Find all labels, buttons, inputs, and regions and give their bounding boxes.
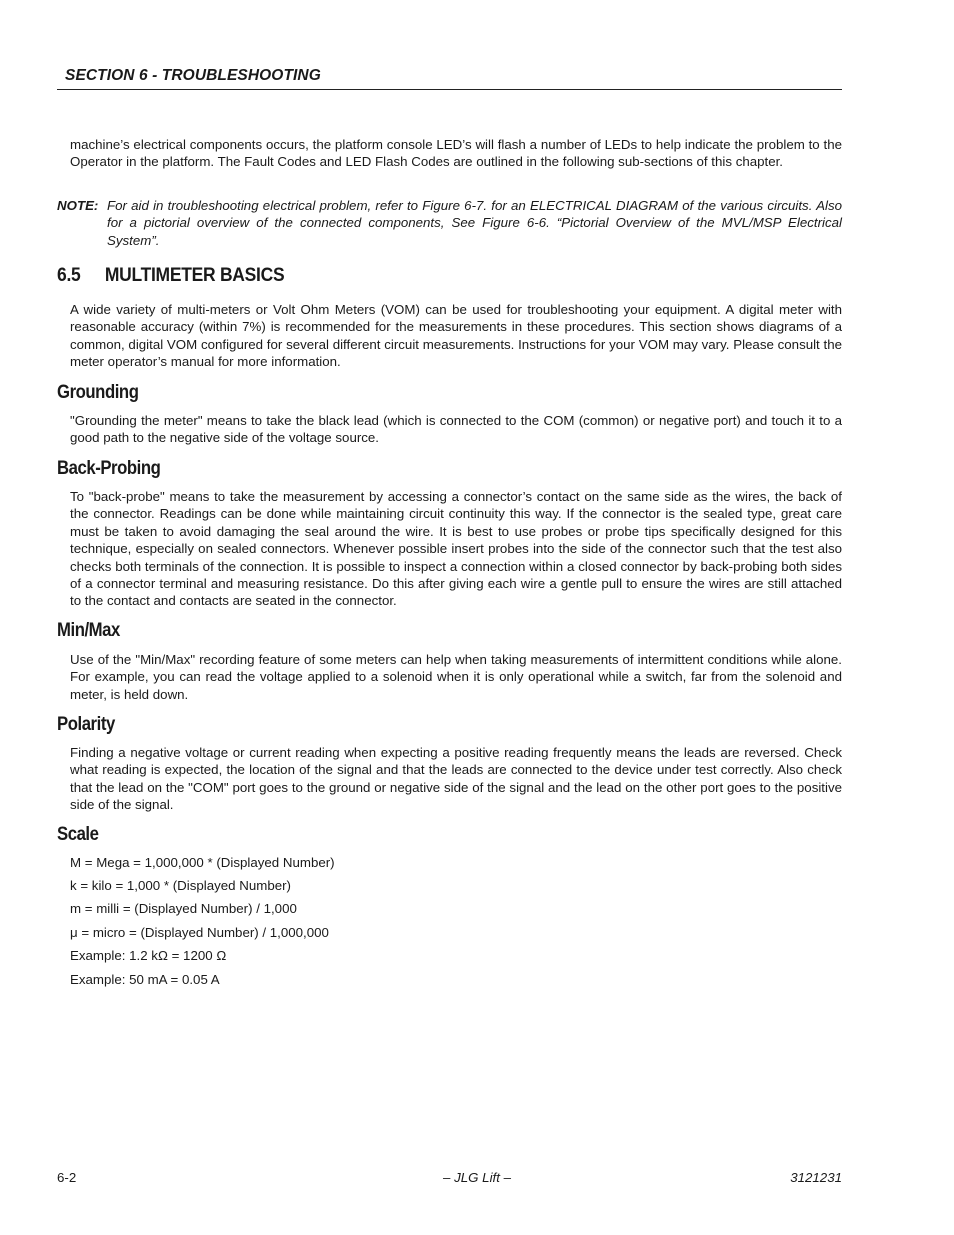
backprobing-block: [70, 488, 842, 610]
intro-block: [70, 136, 842, 171]
minmax-paragraph: Use of the "Min/Max" recording feature of some meters can help when taking measurements of intermittent conditions while alone. For example, you can read the voltage applied to a solenoid when it is only operational while a switch, far from the solenoid and meter, is held down.: [70, 652, 842, 702]
note-label: NOTE:: [57, 198, 99, 213]
grounding-paragraph: "Grounding the meter" means to take the black lead (which is connected to the COM (common) or negative port) and touch it to a good path to the negative side of the voltage source.: [70, 413, 842, 446]
note-block: [57, 197, 842, 249]
grounding-block: [70, 412, 842, 447]
minmax-heading: Min/Max: [57, 620, 120, 641]
backprobing-heading: Back-Probing: [57, 458, 161, 479]
polarity-heading: Polarity: [57, 714, 115, 735]
scale-line-mega: M = Mega = 1,000,000 * (Displayed Number): [70, 855, 335, 870]
scale-line-kilo: k = kilo = 1,000 * (Displayed Number): [70, 878, 291, 893]
scale-line-example-ma: Example: 50 mA = 0.05 A: [70, 972, 220, 987]
section-title: SECTION 6 - TROUBLESHOOTING: [65, 67, 321, 84]
section-number: 6.5: [57, 265, 81, 286]
scale-line-milli: m = milli = (Displayed Number) / 1,000: [70, 901, 297, 916]
polarity-paragraph: Finding a negative voltage or current reading when expecting a positive reading frequently means the leads are reversed. Check what reading is expected, the location of the signal and that the leads are connected to the device under test correctly. Also check that the lead on the "COM" port goes to the ground or negative side of the signal and the lead on the other port goes to the positive side of the signal.: [70, 745, 842, 813]
document-number: 3121231: [790, 1170, 842, 1185]
footer-brand: – JLG Lift –: [443, 1170, 511, 1185]
backprobing-paragraph: To "back-probe" means to take the measurement by accessing a connector’s contact on the same side as the wires, the back of the connector. Readings can be done while maintaining circuit continuity this way. If the connector is the sealed type, great care must be taken to avoid damaging the seal around the wire. It is best to use probes or probe tips specifically designed for this technique, especially on sealed connectors. Whenever possible insert probes into the side of the connector such that the test also checks both terminals of the connection. It is possible to inspect a connection within a closed connector by back-probing both sides of a connector terminal and measuring resistance. Do this after giving each wire a gentle pull to ensure the wires are still attached to the contact and contacts are seated in the connector.: [70, 489, 842, 609]
page-header: [57, 63, 842, 90]
multimeter-intro-block: [70, 301, 842, 371]
intro-paragraph: machine’s electrical components occurs, the platform console LED’s will flash a number of LEDs to help indicate the problem to the Operator in the platform. The Fault Codes and LED Flash Codes are outlined in the following sub-sections of this chapter.: [70, 137, 842, 170]
scale-line-example-kohm: Example: 1.2 kΩ = 1200 Ω: [70, 948, 227, 963]
grounding-heading: Grounding: [57, 382, 139, 403]
page-number: 6-2: [57, 1170, 77, 1185]
section-title-text: MULTIMETER BASICS: [104, 265, 285, 286]
minmax-block: [70, 651, 842, 703]
scale-heading: Scale: [57, 824, 99, 845]
scale-line-micro: μ = micro = (Displayed Number) / 1,000,000: [70, 925, 329, 940]
note-text: For aid in troubleshooting electrical problem, refer to Figure 6-7. for an ELECTRICAL DIAGRAM of the various circuits. Also for a pictorial overview of the connected components, See Figure 6-6. “Pictorial Overview of the MVL/MSP Electrical System”.: [107, 198, 842, 248]
polarity-block: [70, 744, 842, 814]
multimeter-paragraph: A wide variety of multi-meters or Volt Ohm Meters (VOM) can be used for troubleshooting your equipment. A digital meter with reasonable accuracy (within 7%) is recommended for the measurements in these procedures. This section shows diagrams of a common, digital VOM configured for several different circuit measurements. Instructions for your VOM may vary. Please consult the meter operator’s manual for more information.: [70, 302, 842, 370]
section-heading: [57, 265, 284, 287]
